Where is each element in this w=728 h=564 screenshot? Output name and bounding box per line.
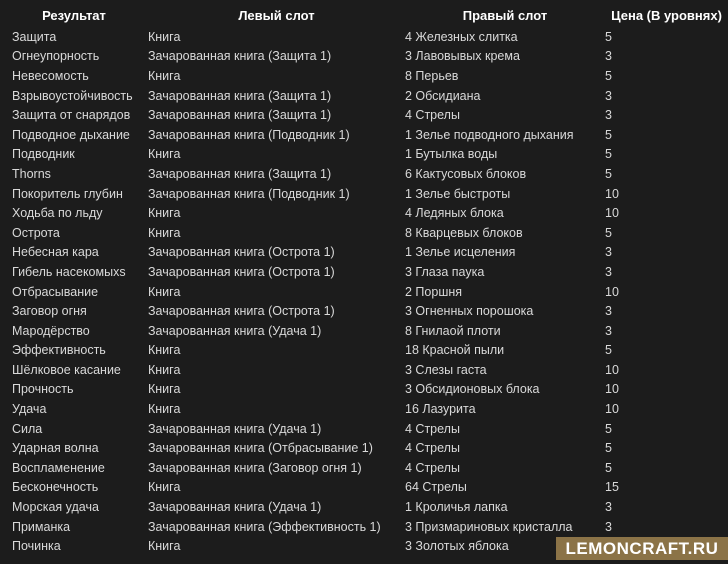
col-right-slot: 3 Лавовывых крема <box>405 49 520 64</box>
table-row <box>0 86 728 106</box>
col-price: 10 <box>605 206 619 221</box>
col-right-slot: 1 Зелье быстроты <box>405 186 511 201</box>
col-result: Отбрасывание <box>12 284 99 299</box>
col-price: 3 <box>605 49 612 64</box>
table-row <box>0 145 728 165</box>
table-row <box>0 438 728 458</box>
col-right-slot: 4 Стрелы <box>405 441 460 456</box>
col-result: Взрывоустойчивость <box>12 88 133 103</box>
col-right-slot: 3 Глаза паука <box>405 264 485 279</box>
col-right-slot: 1 Кроличья лапка <box>405 500 508 515</box>
col-result: Невесомость <box>12 68 89 83</box>
col-price: 5 <box>605 421 612 436</box>
col-left-slot: Книга <box>148 539 181 554</box>
col-left-slot: Зачарованная книга (Подводник 1) <box>148 186 350 201</box>
col-right-slot: 6 Кактусовых блоков <box>405 166 527 181</box>
col-right-slot: 8 Кварцевых блоков <box>405 225 523 240</box>
col-result: Ходьба по льду <box>12 206 103 221</box>
table-row <box>0 341 728 361</box>
column-header-left-slot: Левый слот <box>238 7 315 23</box>
table-row <box>0 419 728 439</box>
col-result: Мародёрство <box>12 323 90 338</box>
table-row <box>0 301 728 321</box>
col-left-slot: Зачарованная книга (Отбрасывание 1) <box>148 441 373 456</box>
col-result: Шёлковое касание <box>12 362 121 377</box>
lemoncraft-watermark <box>556 537 728 560</box>
table-row <box>0 203 728 223</box>
col-right-slot: 16 Лазурита <box>405 402 476 417</box>
col-result: Огнеупорность <box>12 49 100 64</box>
col-right-slot: 3 Обсидионовых блока <box>405 382 540 397</box>
col-price: 5 <box>605 166 612 181</box>
table-row <box>0 517 728 537</box>
col-right-slot: 1 Бутылка воды <box>405 147 498 162</box>
col-result: Thorns <box>12 166 51 181</box>
table-row <box>0 497 728 517</box>
col-right-slot: 4 Стрелы <box>405 460 460 475</box>
col-price: 3 <box>605 264 612 279</box>
table-row <box>0 184 728 204</box>
table-row <box>0 47 728 67</box>
col-left-slot: Книга <box>148 29 181 44</box>
col-result: Заговор огня <box>12 304 87 319</box>
col-left-slot: Зачарованная книга (Острота 1) <box>148 245 335 260</box>
col-right-slot: 8 Перьев <box>405 68 459 83</box>
col-price: 5 <box>605 147 612 162</box>
col-left-slot: Книга <box>148 225 181 240</box>
col-right-slot: 1 Зелье подводного дыхания <box>405 127 574 142</box>
table-row <box>0 125 728 145</box>
col-price: 10 <box>605 362 619 377</box>
col-price: 5 <box>605 127 612 142</box>
col-left-slot: Зачарованная книга (Удача 1) <box>148 421 322 436</box>
col-price: 5 <box>605 460 612 475</box>
col-price: 3 <box>605 500 612 515</box>
col-right-slot: 3 Призмариновых кристалла <box>405 519 573 534</box>
col-left-slot: Книга <box>148 480 181 495</box>
column-header-price: Цена (В уровнях) <box>611 7 722 23</box>
col-right-slot: 3 Слезы гаста <box>405 362 487 377</box>
table-row <box>0 360 728 380</box>
col-left-slot: Зачарованная книга (Острота 1) <box>148 264 335 279</box>
col-result: Сила <box>12 421 43 436</box>
col-price: 3 <box>605 88 612 103</box>
table-body <box>0 27 728 556</box>
col-left-slot: Книга <box>148 284 181 299</box>
col-result: Воспламенение <box>12 460 105 475</box>
col-result: Гибель насекомыхs <box>12 264 126 279</box>
table-row <box>0 399 728 419</box>
col-result: Починка <box>12 539 61 554</box>
col-right-slot: 8 Гнилаой плоти <box>405 323 501 338</box>
col-price: 3 <box>605 304 612 319</box>
table-row <box>0 66 728 86</box>
table-row <box>0 27 728 47</box>
col-right-slot: 4 Ледяных блока <box>405 206 504 221</box>
col-price: 5 <box>605 225 612 240</box>
col-price: 3 <box>605 519 612 534</box>
col-price: 5 <box>605 68 612 83</box>
column-header-result: Результат <box>42 7 106 23</box>
table-row <box>0 105 728 125</box>
table-row <box>0 262 728 282</box>
col-left-slot: Зачарованная книга (Заговор огня 1) <box>148 460 362 475</box>
col-right-slot: 2 Поршня <box>405 284 463 299</box>
col-right-slot: 1 Зелье исцеления <box>405 245 516 260</box>
col-price: 10 <box>605 402 619 417</box>
table-row <box>0 458 728 478</box>
col-left-slot: Книга <box>148 68 181 83</box>
col-left-slot: Зачарованная книга (Защита 1) <box>148 166 332 181</box>
col-right-slot: 18 Красной пыли <box>405 343 505 358</box>
col-left-slot: Зачарованная книга (Защита 1) <box>148 108 332 123</box>
col-result: Небесная кара <box>12 245 99 260</box>
col-right-slot: 3 Золотых яблока <box>405 539 509 554</box>
col-left-slot: Зачарованная книга (Эффективность 1) <box>148 519 381 534</box>
col-left-slot: Книга <box>148 382 181 397</box>
col-right-slot: 4 Железных слитка <box>405 29 518 44</box>
col-price: 10 <box>605 186 619 201</box>
col-left-slot: Зачарованная книга (Удача 1) <box>148 323 322 338</box>
table-row <box>0 282 728 302</box>
col-result: Прочность <box>12 382 74 397</box>
col-left-slot: Зачарованная книга (Удача 1) <box>148 500 322 515</box>
col-result: Морская удача <box>12 500 99 515</box>
table-row <box>0 164 728 184</box>
col-left-slot: Зачарованная книга (Защита 1) <box>148 49 332 64</box>
col-left-slot: Книга <box>148 343 181 358</box>
col-left-slot: Книга <box>148 206 181 221</box>
table-row <box>0 478 728 498</box>
col-result: Ударная волна <box>12 441 99 456</box>
column-header-right-slot: Правый слот <box>462 7 548 23</box>
table-row <box>0 243 728 263</box>
col-price: 5 <box>605 29 612 44</box>
col-right-slot: 64 Стрелы <box>405 480 467 495</box>
col-result: Удача <box>12 402 47 417</box>
col-right-slot: 4 Стрелы <box>405 421 460 436</box>
col-price: 5 <box>605 441 612 456</box>
col-result: Острота <box>12 225 60 240</box>
col-right-slot: 3 Огненных порошока <box>405 304 534 319</box>
col-left-slot: Зачарованная книга (Острота 1) <box>148 304 335 319</box>
col-result: Эффективность <box>12 343 106 358</box>
col-left-slot: Зачарованная книга (Защита 1) <box>148 88 332 103</box>
col-left-slot: Книга <box>148 402 181 417</box>
col-result: Приманка <box>12 519 71 534</box>
col-price: 15 <box>605 480 619 495</box>
col-result: Покоритель глубин <box>12 186 123 201</box>
col-result: Подводное дыхание <box>12 127 130 142</box>
col-left-slot: Книга <box>148 147 181 162</box>
col-right-slot: 4 Стрелы <box>405 108 460 123</box>
col-result: Защита от снарядов <box>12 108 131 123</box>
col-right-slot: 2 Обсидиана <box>405 88 481 103</box>
col-price: 3 <box>605 108 612 123</box>
col-price: 5 <box>605 343 612 358</box>
table-header-row <box>0 3 728 27</box>
col-result: Защита <box>12 29 57 44</box>
anvil-recipes-table <box>0 3 728 556</box>
col-price: 10 <box>605 284 619 299</box>
watermark-label: LEMONCRAFT.RU <box>565 538 719 558</box>
table-row <box>0 223 728 243</box>
table-row <box>0 321 728 341</box>
col-result: Бесконечность <box>12 480 99 495</box>
col-price: 10 <box>605 382 619 397</box>
col-left-slot: Зачарованная книга (Подводник 1) <box>148 127 350 142</box>
col-left-slot: Книга <box>148 362 181 377</box>
col-price: 3 <box>605 245 612 260</box>
col-price: 3 <box>605 323 612 338</box>
table-row <box>0 380 728 400</box>
col-result: Подводник <box>12 147 75 162</box>
